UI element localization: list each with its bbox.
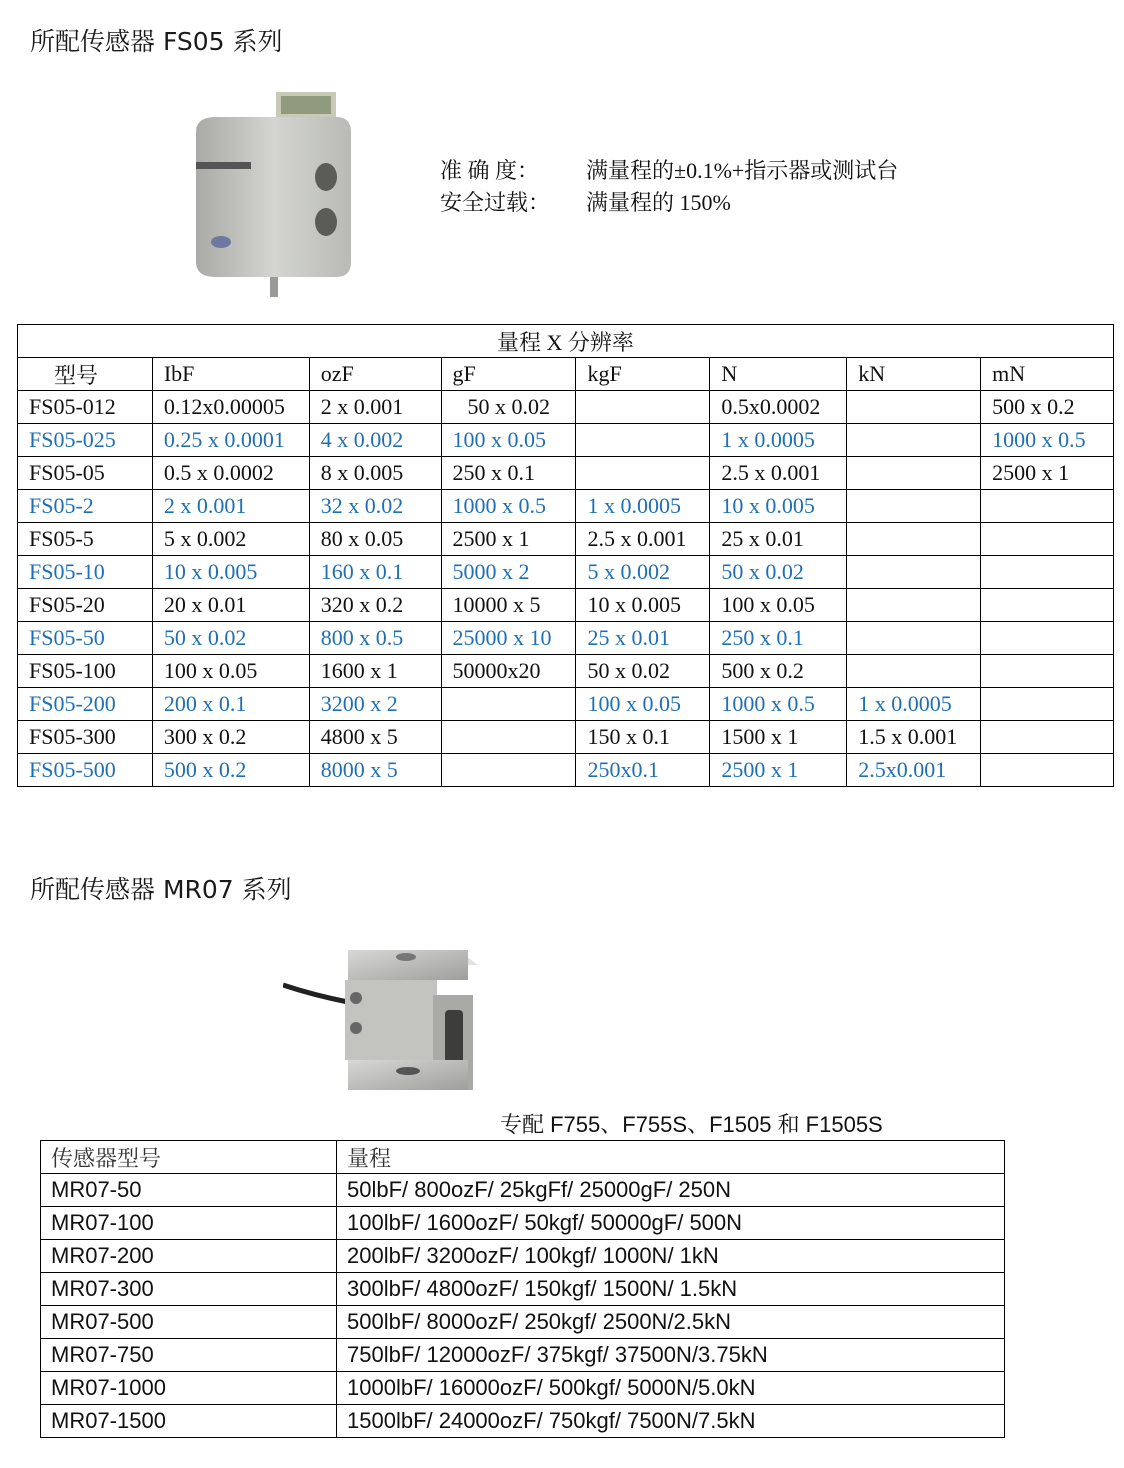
model-cell: FS05-200: [18, 688, 153, 721]
mr07-sensor-image: [283, 940, 508, 1100]
range-cell: [576, 424, 710, 457]
header-cell: IbF: [152, 358, 309, 391]
range-cell: 1600 x 1: [309, 655, 441, 688]
range-cell: 1000 x 0.5: [441, 490, 576, 523]
table-row: [18, 589, 1114, 622]
range-cell: [981, 556, 1114, 589]
header-cell: kgF: [576, 358, 710, 391]
range-cell: [847, 622, 981, 655]
range-cell: 20 x 0.01: [152, 589, 309, 622]
range-cell: 100 x 0.05: [576, 688, 710, 721]
header-cell: ozF: [309, 358, 441, 391]
fs05-sensor-image: [186, 92, 356, 302]
sensor-model-cell: MR07-100: [41, 1207, 337, 1240]
range-cell: [441, 754, 576, 787]
model-cell: FS05-20: [18, 589, 153, 622]
range-cell: [847, 556, 981, 589]
range-cell: 50 x 0.02: [152, 622, 309, 655]
table-row: [41, 1174, 1005, 1207]
model-cell: FS05-012: [18, 391, 153, 424]
range-cell: [847, 457, 981, 490]
range-cell: 250 x 0.1: [441, 457, 576, 490]
table-row: [18, 754, 1114, 787]
range-cell: 25000 x 10: [441, 622, 576, 655]
mr07-section-heading: 所配传感器 MR07 系列: [30, 875, 292, 904]
table-title: 量程 X 分辨率: [18, 325, 1114, 358]
range-cell: [981, 589, 1114, 622]
model-cell: FS05-500: [18, 754, 153, 787]
range-cell: 2 x 0.001: [152, 490, 309, 523]
range-cell: [981, 490, 1114, 523]
range-cell: 320 x 0.2: [309, 589, 441, 622]
model-cell: FS05-2: [18, 490, 153, 523]
table-row: [18, 688, 1114, 721]
table-row: [18, 424, 1114, 457]
overload-value: 满量程的 150%: [586, 190, 731, 215]
range-cell: 160 x 0.1: [309, 556, 441, 589]
range-cell: 4800 x 5: [309, 721, 441, 754]
range-cell: 2.5 x 0.001: [576, 523, 710, 556]
range-cell: [847, 655, 981, 688]
model-cell: FS05-100: [18, 655, 153, 688]
range-cell: 300 x 0.2: [152, 721, 309, 754]
compatible-models: 专配 F755、F755S、F1505 和 F1505S: [500, 1112, 883, 1137]
range-cell: 8 x 0.005: [309, 457, 441, 490]
range-cell: 1 x 0.0005: [710, 424, 847, 457]
range-cell: 5 x 0.002: [152, 523, 309, 556]
range-cell: 80 x 0.05: [309, 523, 441, 556]
sensor-model-cell: MR07-750: [41, 1339, 337, 1372]
range-cell: 50000x20: [441, 655, 576, 688]
fs05-range-table: [17, 324, 1114, 787]
table-row: [18, 655, 1114, 688]
range-cell: 1.5 x 0.001: [847, 721, 981, 754]
range-cell: 1 x 0.0005: [847, 688, 981, 721]
range-cell: 250x0.1: [576, 754, 710, 787]
table-row: [18, 556, 1114, 589]
range-cell: 5000 x 2: [441, 556, 576, 589]
table-row: [41, 1339, 1005, 1372]
range-cell: 50 x 0.02: [441, 391, 576, 424]
range-cell: 2500 x 1: [710, 754, 847, 787]
sensor-range-cell: 500lbF/ 8000ozF/ 250kgf/ 2500N/2.5kN: [337, 1306, 1005, 1339]
sensor-range-cell: 300lbF/ 4800ozF/ 150kgf/ 1500N/ 1.5kN: [337, 1273, 1005, 1306]
range-cell: 2.5x0.001: [847, 754, 981, 787]
range-cell: 25 x 0.01: [576, 622, 710, 655]
table-row: [41, 1207, 1005, 1240]
fs05-section-heading: 所配传感器 FS05 系列: [30, 27, 283, 56]
header-cell: mN: [981, 358, 1114, 391]
header-cell: N: [710, 358, 847, 391]
range-cell: [981, 622, 1114, 655]
range-cell: 3200 x 2: [309, 688, 441, 721]
range-cell: [441, 688, 576, 721]
header-cell: 型号: [18, 358, 153, 391]
range-cell: 500 x 0.2: [710, 655, 847, 688]
table-row: [18, 622, 1114, 655]
sensor-model-cell: MR07-200: [41, 1240, 337, 1273]
range-cell: 1000 x 0.5: [710, 688, 847, 721]
sensor-range-cell: 1500lbF/ 24000ozF/ 750kgf/ 7500N/7.5kN: [337, 1405, 1005, 1438]
range-cell: 100 x 0.05: [441, 424, 576, 457]
table-row: [41, 1240, 1005, 1273]
range-cell: [981, 523, 1114, 556]
table-row: [41, 1405, 1005, 1438]
range-cell: [981, 754, 1114, 787]
range-cell: 50 x 0.02: [710, 556, 847, 589]
range-cell: 0.12x0.00005: [152, 391, 309, 424]
range-cell: 1000 x 0.5: [981, 424, 1114, 457]
table-row: [18, 457, 1114, 490]
range-cell: 0.25 x 0.0001: [152, 424, 309, 457]
table-header-row: [41, 1141, 1005, 1174]
range-cell: 10 x 0.005: [576, 589, 710, 622]
accuracy-row: [440, 155, 898, 187]
model-cell: FS05-300: [18, 721, 153, 754]
range-cell: [576, 457, 710, 490]
accuracy-label: 准 确 度：: [440, 158, 540, 183]
range-cell: 500 x 0.2: [152, 754, 309, 787]
table-row: [18, 490, 1114, 523]
header-cell: gF: [441, 358, 576, 391]
range-cell: 50 x 0.02: [576, 655, 710, 688]
range-cell: 4 x 0.002: [309, 424, 441, 457]
table-row: [41, 1273, 1005, 1306]
range-cell: 2500 x 1: [981, 457, 1114, 490]
range-cell: 10000 x 5: [441, 589, 576, 622]
range-cell: [441, 721, 576, 754]
table-row: [18, 391, 1114, 424]
table-row: [41, 1372, 1005, 1405]
sensor-range-cell: 100lbF/ 1600ozF/ 50kgf/ 50000gF/ 500N: [337, 1207, 1005, 1240]
header-cell: 量程: [337, 1141, 1005, 1174]
range-cell: 25 x 0.01: [710, 523, 847, 556]
model-cell: FS05-025: [18, 424, 153, 457]
range-cell: [847, 589, 981, 622]
sensor-model-cell: MR07-50: [41, 1174, 337, 1207]
range-cell: [576, 391, 710, 424]
range-cell: 1 x 0.0005: [576, 490, 710, 523]
range-cell: 0.5x0.0002: [710, 391, 847, 424]
range-cell: 1500 x 1: [710, 721, 847, 754]
range-cell: 32 x 0.02: [309, 490, 441, 523]
model-cell: FS05-10: [18, 556, 153, 589]
table-row: [18, 721, 1114, 754]
model-cell: FS05-05: [18, 457, 153, 490]
model-cell: FS05-5: [18, 523, 153, 556]
accuracy-value: 满量程的±0.1%+指示器或测试台: [586, 158, 899, 183]
table-row: [18, 523, 1114, 556]
header-cell: kN: [847, 358, 981, 391]
sensor-model-cell: MR07-1500: [41, 1405, 337, 1438]
sensor-model-cell: MR07-500: [41, 1306, 337, 1339]
overload-row: [440, 187, 898, 219]
table-header-row: [18, 358, 1114, 391]
range-cell: 10 x 0.005: [710, 490, 847, 523]
range-cell: [981, 688, 1114, 721]
fs05-specs: [440, 155, 898, 219]
range-cell: 5 x 0.002: [576, 556, 710, 589]
sensor-range-cell: 200lbF/ 3200ozF/ 100kgf/ 1000N/ 1kN: [337, 1240, 1005, 1273]
range-cell: [847, 424, 981, 457]
range-cell: 100 x 0.05: [152, 655, 309, 688]
range-cell: 0.5 x 0.0002: [152, 457, 309, 490]
model-cell: FS05-50: [18, 622, 153, 655]
sensor-model-cell: MR07-1000: [41, 1372, 337, 1405]
range-cell: 2500 x 1: [441, 523, 576, 556]
range-cell: 150 x 0.1: [576, 721, 710, 754]
range-cell: [847, 391, 981, 424]
range-cell: 200 x 0.1: [152, 688, 309, 721]
mr07-range-table: [40, 1140, 1005, 1438]
range-cell: 100 x 0.05: [710, 589, 847, 622]
range-cell: [847, 523, 981, 556]
header-cell: 传感器型号: [41, 1141, 337, 1174]
sensor-range-cell: 750lbF/ 12000ozF/ 375kgf/ 37500N/3.75kN: [337, 1339, 1005, 1372]
range-cell: [847, 490, 981, 523]
sensor-model-cell: MR07-300: [41, 1273, 337, 1306]
sensor-range-cell: 50lbF/ 800ozF/ 25kgFf/ 25000gF/ 250N: [337, 1174, 1005, 1207]
sensor-range-cell: 1000lbF/ 16000ozF/ 500kgf/ 5000N/5.0kN: [337, 1372, 1005, 1405]
table-row: [41, 1306, 1005, 1339]
range-cell: [981, 721, 1114, 754]
range-cell: 800 x 0.5: [309, 622, 441, 655]
range-cell: 8000 x 5: [309, 754, 441, 787]
range-cell: [981, 655, 1114, 688]
overload-label: 安全过载：: [440, 190, 551, 215]
range-cell: 10 x 0.005: [152, 556, 309, 589]
range-cell: 2 x 0.001: [309, 391, 441, 424]
range-cell: 250 x 0.1: [710, 622, 847, 655]
range-cell: 2.5 x 0.001: [710, 457, 847, 490]
range-cell: 500 x 0.2: [981, 391, 1114, 424]
